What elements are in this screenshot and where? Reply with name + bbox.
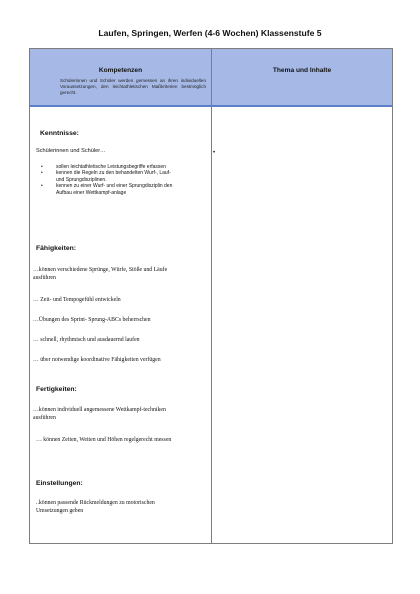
bullet-icon: • xyxy=(41,183,43,190)
list-item: • sollen leichtathletische Leistungsbegriffe erfassen xyxy=(41,164,166,170)
thema-bullet: • xyxy=(213,150,216,156)
heading-kenntnisse: Kenntnisse: xyxy=(40,130,79,137)
heading-fertigkeiten: Fertigkeiten: xyxy=(36,386,77,393)
faehigkeiten-item: …Übungen des Sprint- Sprung-ABCs beherrschen xyxy=(33,317,151,323)
header-column-divider xyxy=(211,49,212,107)
bullet-icon: • xyxy=(41,164,43,170)
kenntnisse-list xyxy=(38,164,178,196)
column-divider xyxy=(211,49,212,543)
kenntnisse-intro: Schülerinnen und Schüler… xyxy=(36,148,106,154)
faehigkeiten-item: … Zeit- und Tempogefühl entwickeln xyxy=(33,297,121,303)
heading-faehigkeiten: Fähigkeiten: xyxy=(36,245,77,252)
list-item: • kennen zu einer Wurf- und einer Sprungdisziplin den Aufbau einer Wettkampf-anlage xyxy=(41,183,173,196)
fertigkeiten-item: … können Zeiten, Weiten und Höhen regelgerecht messen xyxy=(36,437,172,443)
document-title: Laufen, Springen, Werfen (4-6 Wochen) Klassenstufe 5 xyxy=(98,28,322,38)
faehigkeiten-item: … über notwendige koordinative Fähigkeiten verfügen xyxy=(33,357,161,363)
faehigkeiten-item: … schnell, rhythmisch und ausdauernd laufen xyxy=(33,337,140,343)
list-item: • kennen die Regeln zu den behandelten Wurf-, Lauf- und Sprungdisziplinen. xyxy=(41,170,171,183)
header-thema-und-inhalte: Thema und Inhalte xyxy=(272,67,332,74)
faehigkeiten-item: …können verschiedene Sprünge, Würfe, Stöße und Läufe ausführen xyxy=(33,267,168,282)
bullet-icon: • xyxy=(41,170,43,177)
einstellungen-item: ..können passende Rückmeldungen zu motorischen Umsetzungen geben xyxy=(36,500,155,515)
header-kompetenzen-note: Schülerinnen und Schüler werden gemessen an ihren individuellen Voraussetzungen, den leichtathletischen Maßkriterien bestmöglich gerecht. xyxy=(60,78,206,96)
fertigkeiten-item: …können individuell angemessene Wettkampf-techniken ausführen xyxy=(33,407,166,422)
header-kompetenzen: Kompetenzen xyxy=(98,67,143,74)
heading-einstellungen: Einstellungen: xyxy=(36,480,83,487)
